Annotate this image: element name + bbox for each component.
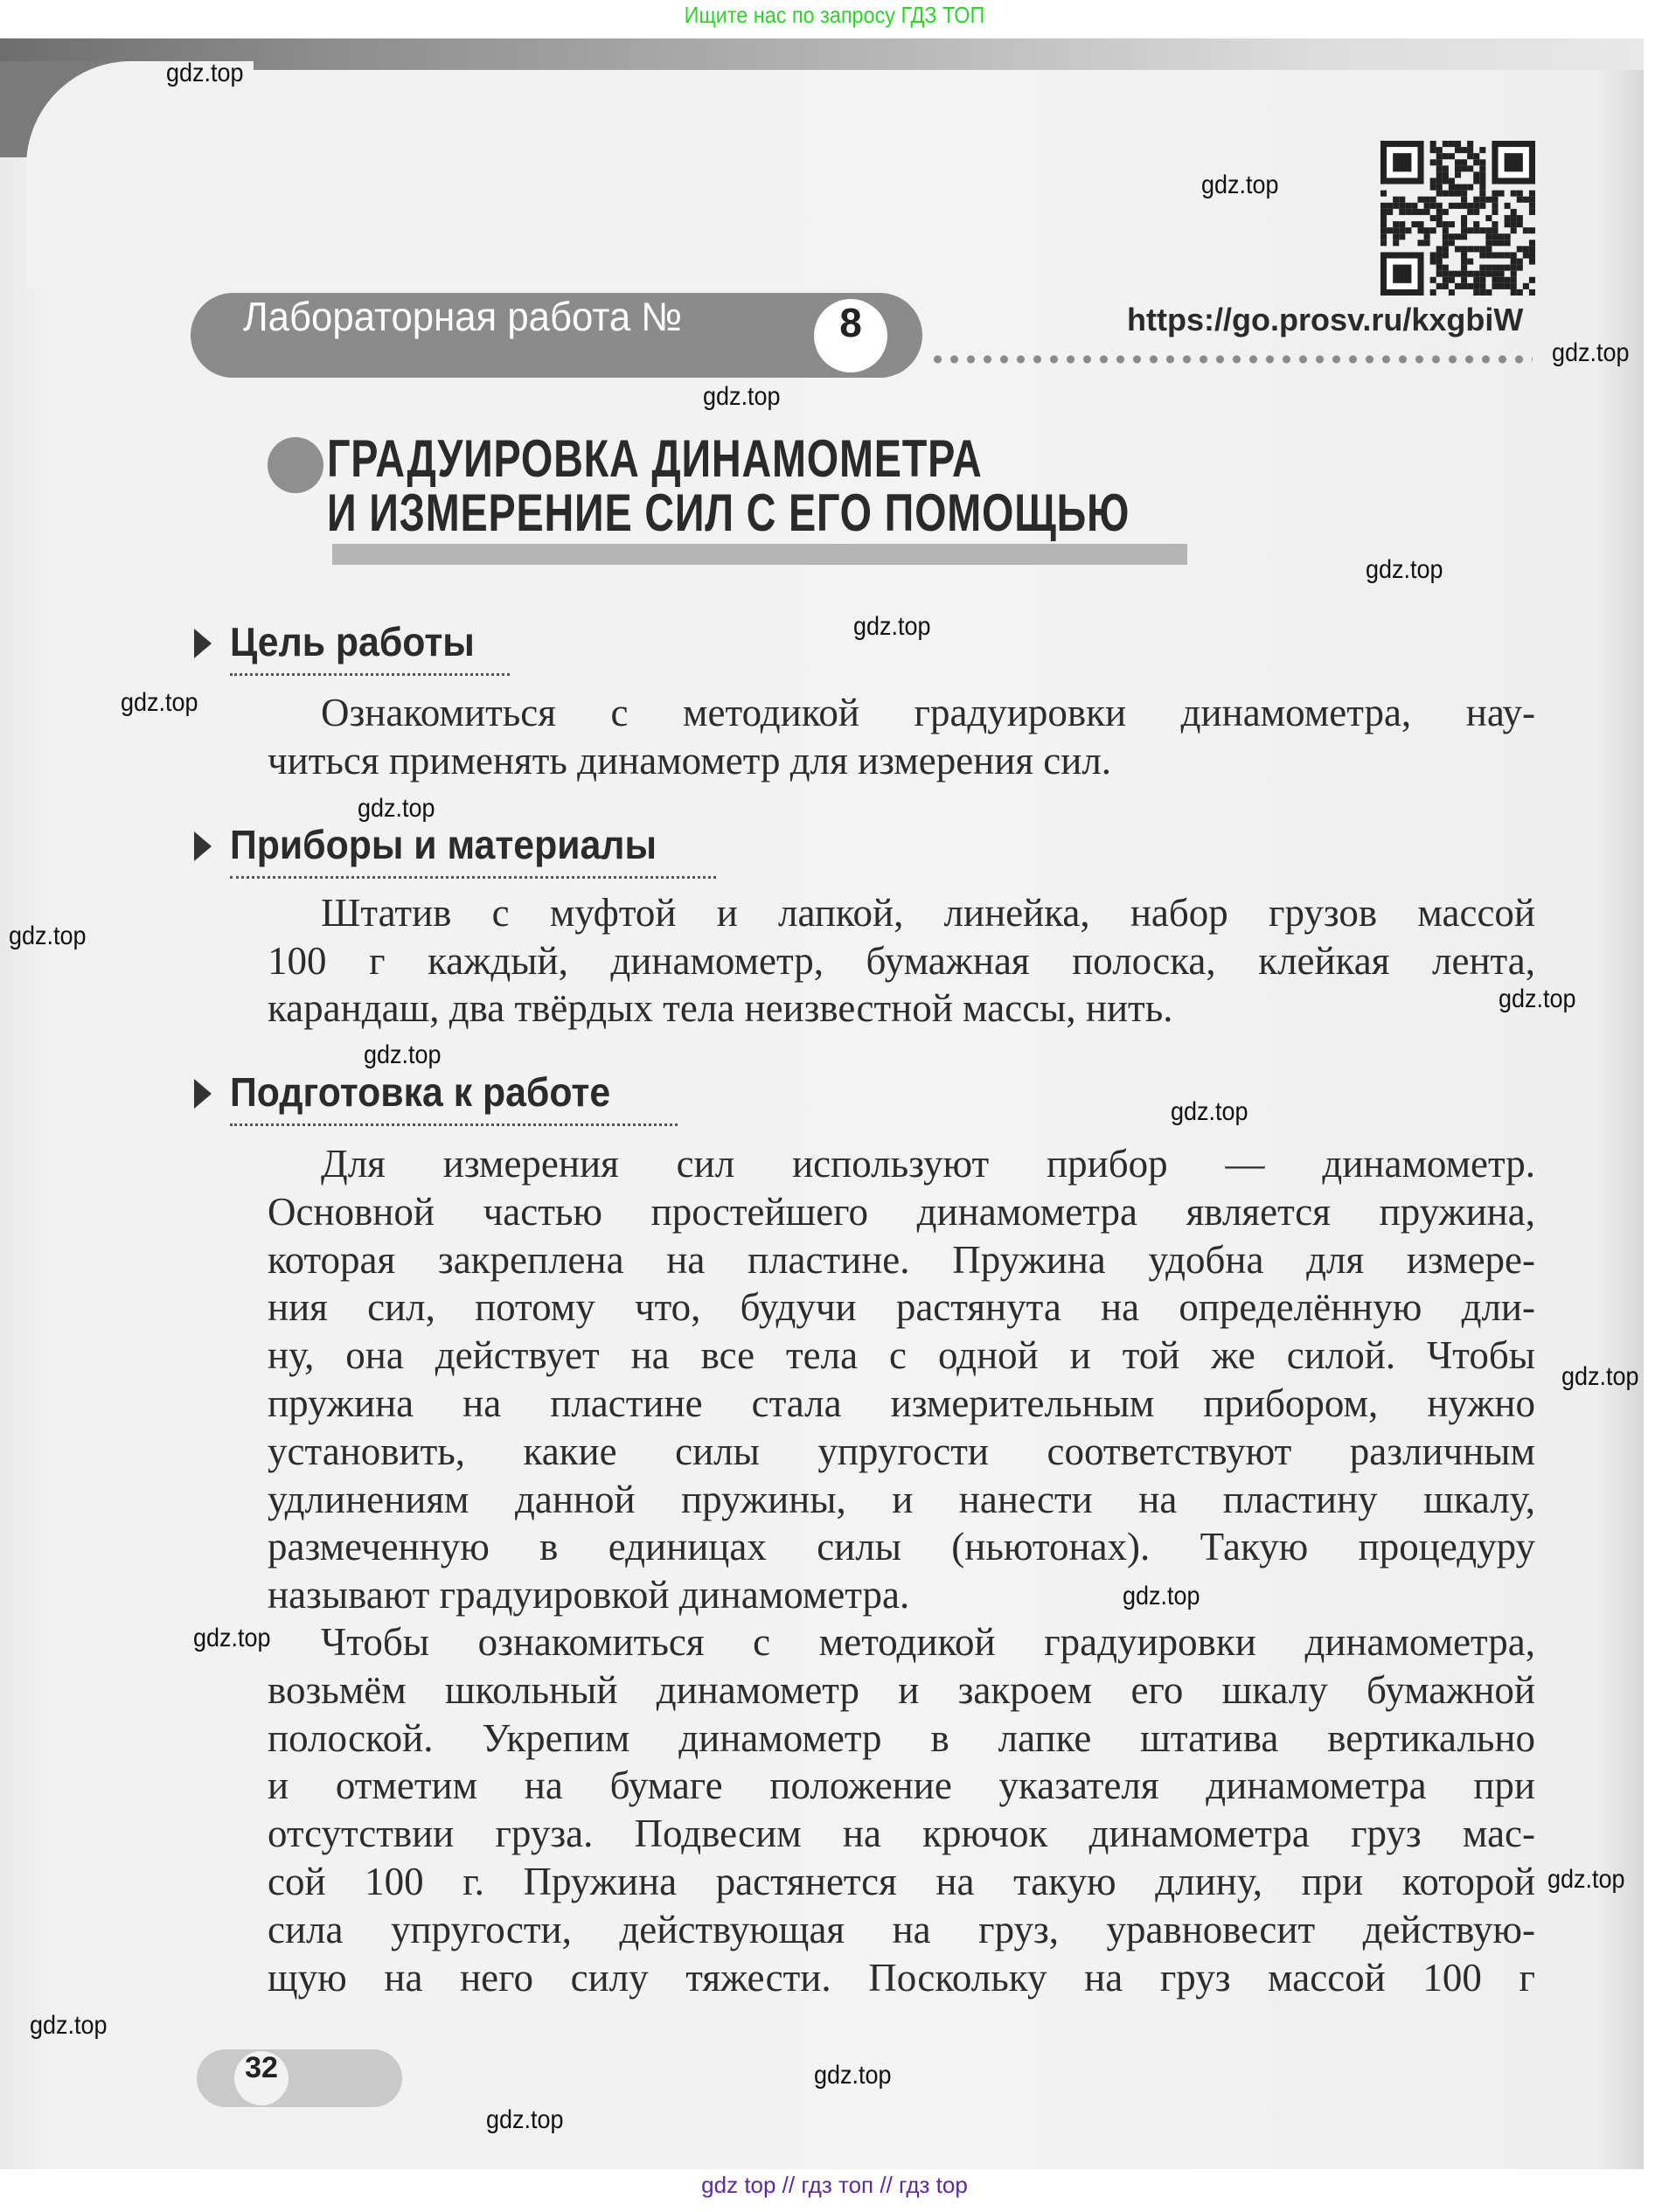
page-number-badge [197, 2049, 402, 2107]
title-underline-bar [332, 544, 1187, 565]
text-line: ну, она действует на все тела с одной и той же силой. Чтобы [268, 1333, 1535, 1378]
watermark: gdz.top [1201, 170, 1279, 199]
lab-work-label: Лабораторная работа № [243, 294, 683, 339]
dotted-divider [929, 353, 1533, 365]
watermark: gdz.top [814, 2061, 892, 2090]
text-line: читься применять динамометр для измерения сил. [268, 739, 1112, 783]
text-line: сой 100 г. Пружина растянется на такую длину, при которой [268, 1860, 1535, 1903]
text-line: размеченную в единицах силы (ньютонах). Такую процедуру [268, 1525, 1535, 1569]
dotted-underline [230, 873, 716, 879]
watermark: gdz.top [1547, 1865, 1625, 1894]
text-line: отсутствии груза. Подвесим на крючок динамометра груз мас- [268, 1812, 1535, 1856]
watermark: gdz.top [121, 688, 198, 717]
watermark: gdz.top [9, 922, 87, 950]
text-line: установить, какие силы упругости соответствуют различным [268, 1429, 1535, 1473]
text-line: возьмём школьный динамометр и закроем его шкалу бумажной [268, 1667, 1535, 1712]
watermark: gdz.top [486, 2105, 564, 2134]
text-line: щую на него силу тяжести. Поскольку на груз массой 100 г [268, 1955, 1535, 2000]
watermark: gdz.top [358, 794, 435, 823]
text-line: Для измерения сил используют прибор — динамометр. [321, 1142, 1535, 1186]
text-line: 100 г каждый, динамометр, бумажная полоска, клейкая лента, [268, 939, 1535, 983]
section-heading-label: Приборы и материалы [230, 822, 657, 867]
watermark: gdz.top [193, 1624, 271, 1652]
dotted-underline [230, 1121, 678, 1126]
text-line: полоской. Укрепим динамометр в лапке штатива вертикально [268, 1715, 1535, 1760]
qr-code-icon[interactable] [1380, 141, 1535, 296]
page-title-line-1: ГРАДУИРОВКА ДИНАМОМЕТРА [327, 429, 983, 488]
watermark: gdz.top [1123, 1582, 1200, 1610]
watermark: gdz.top [166, 59, 244, 87]
watermark: gdz.top [1499, 984, 1576, 1013]
text-line: карандаш, два твёрдых тела неизвестной массы, нить. [268, 986, 1173, 1030]
triangle-bullet-icon [194, 629, 212, 658]
watermark: gdz.top [1552, 338, 1630, 367]
qr-url-link[interactable]: https://go.prosv.ru/kxgbiW [1127, 302, 1524, 337]
watermark: gdz.top [853, 612, 931, 641]
text-line: называют градуировкой динамометра. [268, 1573, 910, 1617]
section-heading-label: Подготовка к работе [230, 1069, 611, 1115]
text-line: пружина на пластине стала измерительным прибором, нужно [268, 1381, 1535, 1425]
page-corner-curve [26, 61, 254, 289]
watermark: gdz.top [1171, 1097, 1248, 1126]
triangle-bullet-icon [194, 1079, 212, 1109]
page-number: 32 [234, 2051, 289, 2105]
title-bullet-icon [268, 437, 323, 493]
watermark: gdz.top [364, 1040, 442, 1069]
dotted-underline [230, 671, 510, 676]
page-title-line-2: И ИЗМЕРЕНИЕ СИЛ С ЕГО ПОМОЩЬЮ [327, 483, 1130, 542]
search-hint-banner: Ищите нас по запросу ГДЗ ТОП [684, 2, 985, 28]
text-line: которая закреплена на пластине. Пружина удобна для измере- [268, 1237, 1535, 1282]
section-heading-label: Цель работы [230, 619, 475, 664]
text-line: сила упругости, действующая на груз, уравновесит действую- [268, 1907, 1535, 1951]
text-line: и отметим на бумаге положение указателя динамометра при [268, 1763, 1535, 1808]
text-line: Основной частью простейшего динамометра является пружина, [268, 1189, 1535, 1234]
triangle-bullet-icon [194, 831, 212, 861]
text-line: Чтобы ознакомиться с методикой градуировки динамометра, [321, 1620, 1535, 1664]
watermark: gdz.top [703, 382, 781, 411]
watermark: gdz.top [1561, 1362, 1639, 1391]
lab-work-number: 8 [814, 299, 887, 372]
text-line: ния сил, потому что, будучи растянута на определённую дли- [268, 1285, 1535, 1330]
text-line: удлинениям данной пружины, и нанести на пластину шкалу, [268, 1477, 1535, 1521]
footer-watermark: gdz top // гдз топ // гдз top [701, 2172, 968, 2198]
lab-work-badge [191, 293, 922, 378]
watermark: gdz.top [1366, 555, 1443, 584]
text-line: Ознакомиться с методикой градуировки динамометра, нау- [321, 691, 1535, 734]
watermark: gdz.top [30, 2011, 108, 2040]
text-line: Штатив с муфтой и лапкой, линейка, набор грузов массой [321, 891, 1535, 935]
